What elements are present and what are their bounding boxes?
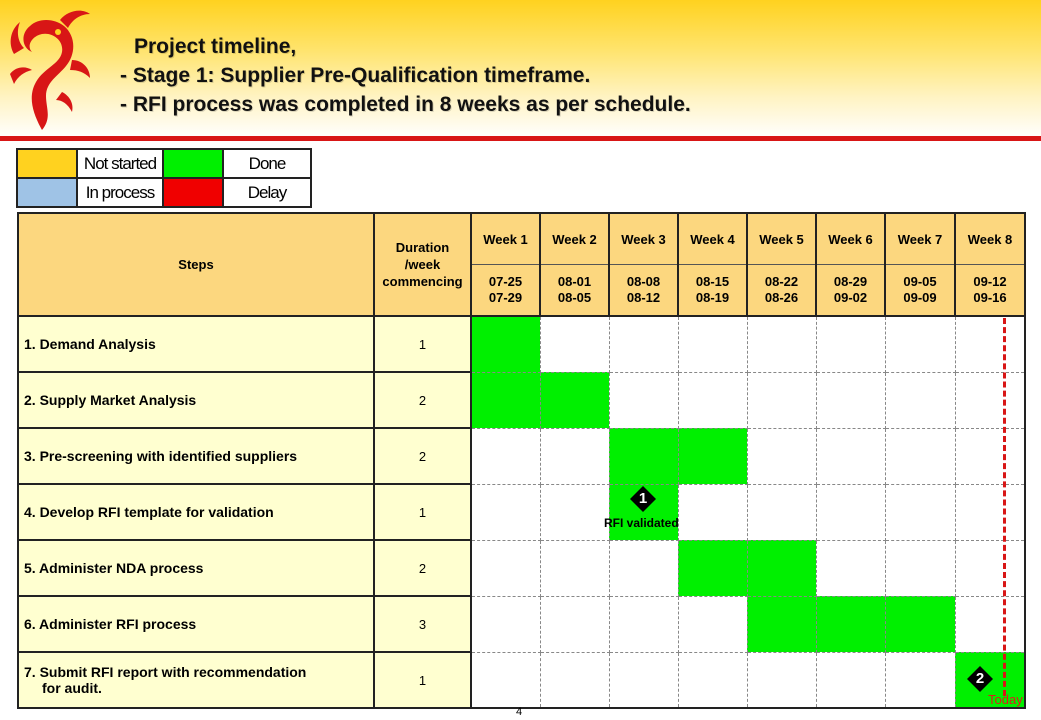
duration-header-line: commencing xyxy=(382,274,463,289)
step-label: 5. Administer NDA process xyxy=(24,560,204,576)
week-header: Week 3 xyxy=(609,213,678,265)
week-cell-done xyxy=(678,540,747,596)
duration-cell: 1 xyxy=(374,652,471,708)
week-cell xyxy=(678,484,747,540)
duration-header xyxy=(374,213,471,316)
week-cell xyxy=(816,652,885,708)
step-label: 6. Administer RFI process xyxy=(24,616,197,632)
week-cell xyxy=(471,652,540,708)
week-dates xyxy=(816,265,885,317)
week-start: 08-29 xyxy=(833,274,868,289)
today-marker-line xyxy=(1003,318,1006,696)
step-cell xyxy=(18,428,374,484)
table-row xyxy=(18,428,1025,484)
step-label-continued: for audit. xyxy=(42,680,102,696)
week-cell xyxy=(747,316,816,372)
step-label: 2. Supply Market Analysis xyxy=(24,392,197,408)
duration-cell: 2 xyxy=(374,428,471,484)
title-line-3: - RFI process was completed in 8 weeks as per schedule. xyxy=(120,93,691,116)
week-cell xyxy=(471,596,540,652)
header-red-rule xyxy=(0,136,1041,141)
week-cell xyxy=(816,428,885,484)
step-label: 7. Submit RFI report with recommendation xyxy=(24,664,307,680)
legend-swatch-in-process xyxy=(17,178,77,207)
step-cell xyxy=(18,652,374,708)
week-header: Week 4 xyxy=(678,213,747,265)
week-cell xyxy=(955,316,1025,372)
week-cell xyxy=(885,484,955,540)
week-start: 09-05 xyxy=(903,274,937,289)
week-cell xyxy=(471,540,540,596)
milestone-1 xyxy=(630,486,656,512)
week-cell xyxy=(885,540,955,596)
week-cell xyxy=(540,484,609,540)
duration-cell: 3 xyxy=(374,596,471,652)
milestone-number: 2 xyxy=(975,670,985,687)
duration-cell: 1 xyxy=(374,484,471,540)
week-start: 08-22 xyxy=(764,274,799,289)
week-cell-done xyxy=(747,596,816,652)
week-start: 08-15 xyxy=(695,274,730,289)
duration-cell: 2 xyxy=(374,372,471,428)
step-cell xyxy=(18,484,374,540)
table-row xyxy=(18,596,1025,652)
legend-swatch-done xyxy=(163,149,223,178)
week-cell xyxy=(540,316,609,372)
week-end: 08-19 xyxy=(695,290,730,305)
legend-label-not-started: Not started xyxy=(77,149,163,178)
week-cell xyxy=(609,372,678,428)
week-dates xyxy=(540,265,609,317)
week-header: Week 1 xyxy=(471,213,540,265)
table-row xyxy=(18,316,1025,372)
week-end: 07-29 xyxy=(488,290,523,305)
step-label: 3. Pre-screening with identified suppliers xyxy=(24,448,298,464)
title-line-1: Project timeline, xyxy=(134,35,297,58)
week-cell xyxy=(747,484,816,540)
status-legend xyxy=(16,148,312,208)
week-cell xyxy=(955,428,1025,484)
week-end: 08-12 xyxy=(626,290,661,305)
week-cell-done xyxy=(609,428,678,484)
week-cell xyxy=(609,652,678,708)
legend-label-delay: Delay xyxy=(223,178,311,207)
week-end: 08-26 xyxy=(764,290,799,305)
step-cell xyxy=(18,540,374,596)
week-start: 08-08 xyxy=(626,274,661,289)
table-row xyxy=(18,484,1025,540)
week-cell xyxy=(955,540,1025,596)
week-cell xyxy=(609,596,678,652)
milestone-number: 1 xyxy=(638,490,648,507)
week-cell-done xyxy=(816,596,885,652)
week-cell xyxy=(678,596,747,652)
table-row xyxy=(18,652,1025,708)
table-row xyxy=(18,540,1025,596)
week-start: 07-25 xyxy=(488,274,523,289)
week-dates xyxy=(678,265,747,317)
title-line-2: - Stage 1: Supplier Pre-Qualification timeframe. xyxy=(120,64,591,87)
duration-header-line: /week xyxy=(404,257,441,272)
milestone-caption: RFI validated xyxy=(604,516,679,530)
week-dates xyxy=(955,265,1025,317)
week-cell xyxy=(816,540,885,596)
week-cell xyxy=(540,596,609,652)
week-header: Week 7 xyxy=(885,213,955,265)
week-cell xyxy=(747,372,816,428)
step-cell xyxy=(18,596,374,652)
week-cell-done xyxy=(471,372,540,428)
page-title xyxy=(120,32,691,119)
step-cell xyxy=(18,316,374,372)
steps-header: Steps xyxy=(18,213,374,316)
duration-cell: 2 xyxy=(374,540,471,596)
week-header: Week 5 xyxy=(747,213,816,265)
week-dates xyxy=(609,265,678,317)
week-header: Week 8 xyxy=(955,213,1025,265)
legend-label-in-process: In process xyxy=(77,178,163,207)
week-cell xyxy=(885,372,955,428)
step-cell xyxy=(18,372,374,428)
legend-swatch-delay xyxy=(163,178,223,207)
today-label: Today xyxy=(988,692,1023,707)
week-cell-done xyxy=(540,372,609,428)
week-cell xyxy=(540,428,609,484)
duration-header-line: Duration xyxy=(395,240,450,255)
week-cell xyxy=(609,540,678,596)
week-cell xyxy=(609,316,678,372)
week-end: 08-05 xyxy=(557,290,592,305)
page-number: 4 xyxy=(516,706,523,718)
step-label: 4. Develop RFI template for validation xyxy=(24,504,274,520)
duration-cell: 1 xyxy=(374,316,471,372)
week-dates xyxy=(471,265,540,317)
legend-swatch-not-started xyxy=(17,149,77,178)
milestone-2 xyxy=(967,666,993,692)
week-cell-done xyxy=(747,540,816,596)
week-end: 09-02 xyxy=(833,290,868,305)
week-cell xyxy=(885,428,955,484)
dragon-logo-icon xyxy=(2,4,94,132)
week-cell xyxy=(471,484,540,540)
week-cell xyxy=(540,652,609,708)
week-cell xyxy=(885,652,955,708)
week-cell-done xyxy=(885,596,955,652)
week-cell xyxy=(885,316,955,372)
gantt-table xyxy=(17,212,1026,709)
week-dates xyxy=(747,265,816,317)
week-cell xyxy=(540,540,609,596)
week-end: 09-09 xyxy=(903,290,937,305)
week-cell xyxy=(678,652,747,708)
step-label: 1. Demand Analysis xyxy=(24,336,156,352)
week-header: Week 2 xyxy=(540,213,609,265)
week-cell xyxy=(678,316,747,372)
week-cell xyxy=(816,316,885,372)
week-cell xyxy=(747,428,816,484)
week-cell xyxy=(955,372,1025,428)
week-cell xyxy=(955,596,1025,652)
week-cell-done xyxy=(678,428,747,484)
week-start: 08-01 xyxy=(557,274,592,289)
week-header: Week 6 xyxy=(816,213,885,265)
week-cell xyxy=(678,372,747,428)
gantt-body xyxy=(18,316,1025,708)
week-start: 09-12 xyxy=(973,274,1007,289)
week-cell xyxy=(747,652,816,708)
week-cell xyxy=(816,484,885,540)
week-cell xyxy=(816,372,885,428)
week-cell-done xyxy=(471,316,540,372)
week-cell xyxy=(471,428,540,484)
week-cell xyxy=(955,484,1025,540)
week-end: 09-16 xyxy=(973,290,1007,305)
table-row xyxy=(18,372,1025,428)
legend-label-done: Done xyxy=(223,149,311,178)
week-dates xyxy=(885,265,955,317)
